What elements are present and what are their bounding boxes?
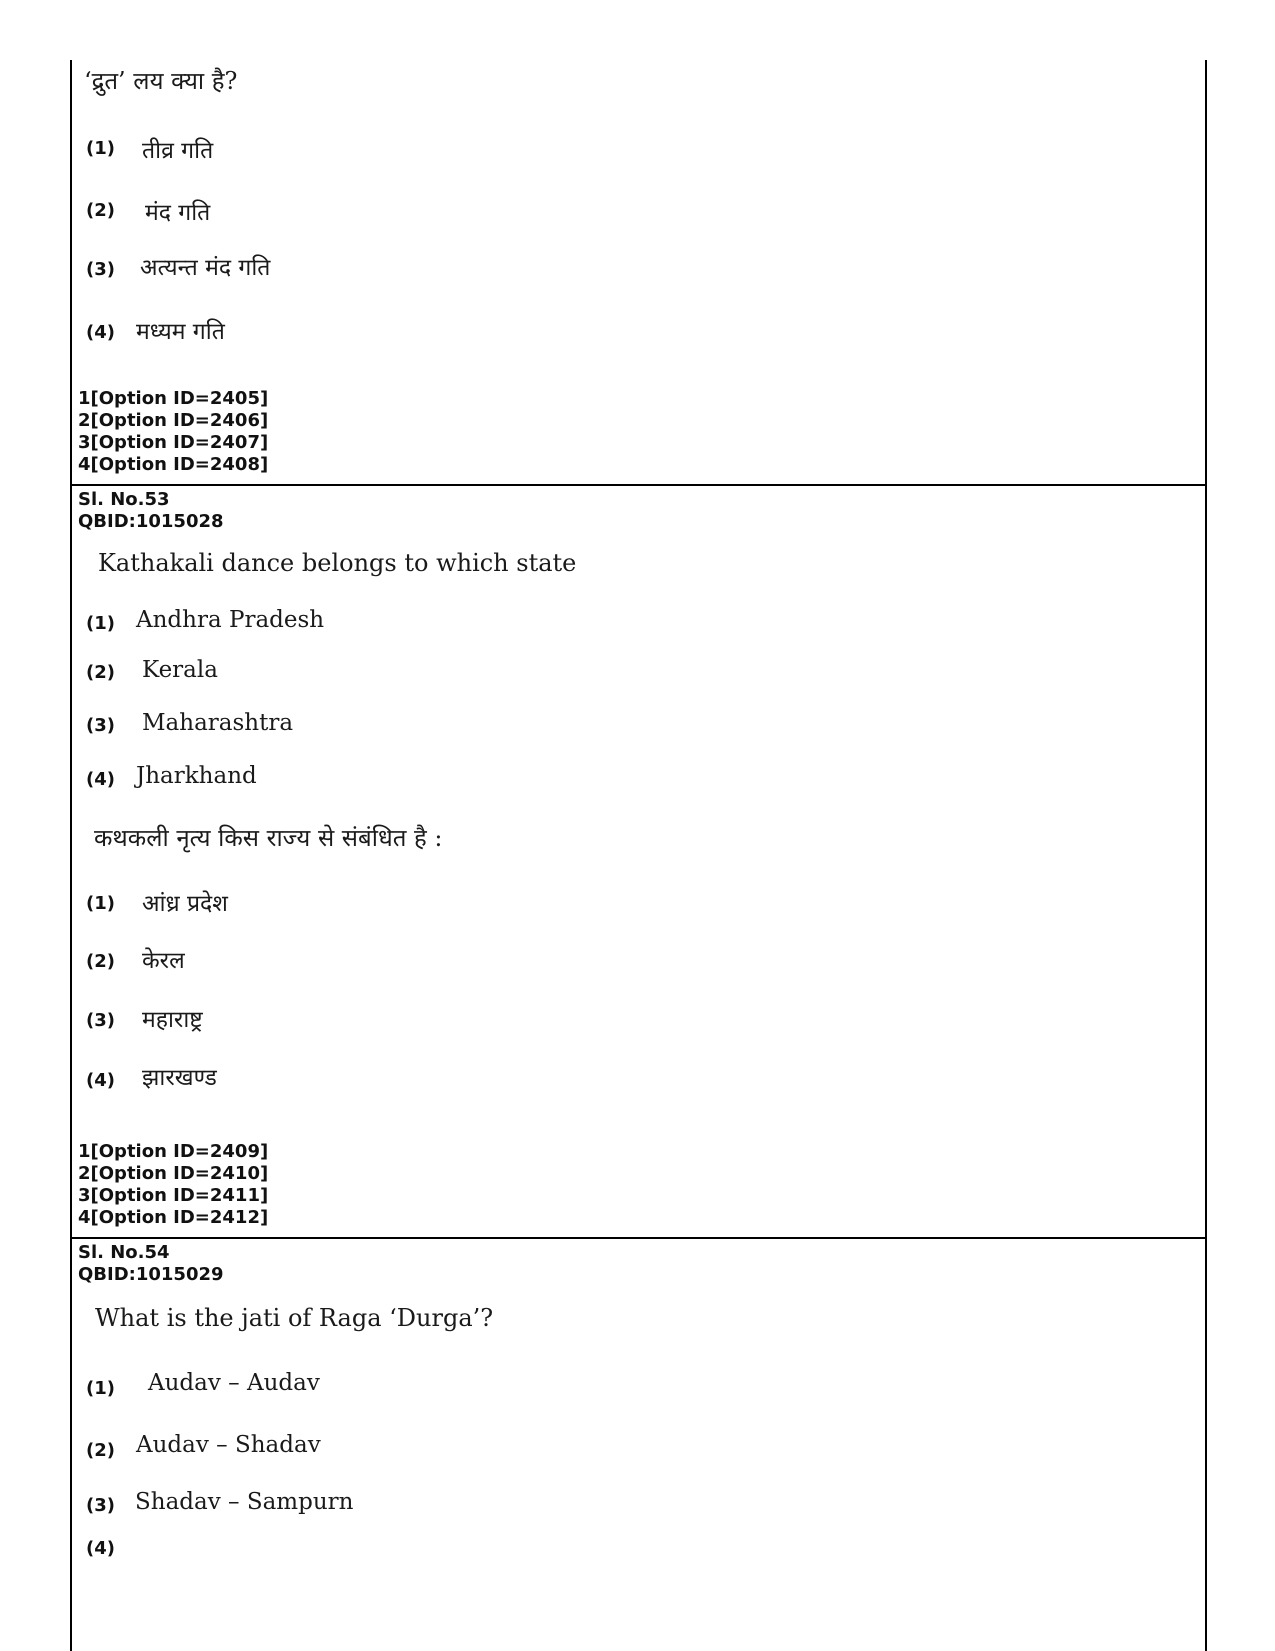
option-text: मध्यम गति bbox=[136, 319, 225, 345]
option-text: अत्यन्त मंद गति bbox=[140, 255, 271, 281]
option-id: 3[Option ID=2411] bbox=[78, 1185, 269, 1206]
option-text: आंध्र प्रदेश bbox=[142, 891, 228, 917]
option-text: Audav – Shadav bbox=[136, 1432, 321, 1458]
option-text: Audav – Audav bbox=[148, 1370, 320, 1396]
option-text: महाराष्ट्र bbox=[142, 1007, 203, 1033]
serial-number: Sl. No.54 bbox=[78, 1242, 170, 1263]
option-number: (2) bbox=[86, 951, 115, 972]
option-id: 1[Option ID=2405] bbox=[78, 388, 269, 409]
option-number: (3) bbox=[86, 259, 115, 280]
question-divider bbox=[70, 1237, 1207, 1239]
option-id: 3[Option ID=2407] bbox=[78, 432, 269, 453]
option-number: (1) bbox=[86, 1378, 115, 1399]
option-text: झारखण्ड bbox=[142, 1065, 217, 1091]
option-number: (3) bbox=[86, 715, 115, 736]
option-text: तीव्र गति bbox=[142, 138, 214, 164]
page-frame-right-border bbox=[1205, 60, 1207, 1651]
question-text-english: Kathakali dance belongs to which state bbox=[98, 549, 577, 577]
question-header bbox=[78, 489, 224, 533]
option-text: Kerala bbox=[142, 657, 218, 683]
option-id-list bbox=[78, 1141, 268, 1229]
option-text: Andhra Pradesh bbox=[136, 607, 325, 633]
option-number: (4) bbox=[86, 322, 115, 343]
option-number: (2) bbox=[86, 1440, 115, 1461]
qbid: QBID:1015029 bbox=[78, 1264, 224, 1285]
option-id-list bbox=[78, 388, 268, 476]
option-id: 2[Option ID=2406] bbox=[78, 410, 269, 431]
option-text: Shadav – Sampurn bbox=[135, 1489, 354, 1515]
option-number: (4) bbox=[86, 1538, 115, 1559]
option-text: Jharkhand bbox=[136, 763, 257, 789]
option-number: (1) bbox=[86, 613, 115, 634]
question-text-english: What is the jati of Raga ‘Durga’? bbox=[95, 1304, 494, 1332]
question-divider bbox=[70, 484, 1207, 486]
option-id: 1[Option ID=2409] bbox=[78, 1141, 269, 1162]
serial-number: Sl. No.53 bbox=[78, 489, 170, 510]
option-number: (4) bbox=[86, 769, 115, 790]
option-number: (4) bbox=[86, 1070, 115, 1091]
page-frame-left-border bbox=[70, 60, 72, 1651]
option-text: Maharashtra bbox=[142, 710, 294, 736]
option-number: (1) bbox=[86, 893, 115, 914]
option-number: (2) bbox=[86, 662, 115, 683]
option-text: केरल bbox=[142, 948, 185, 974]
option-number: (3) bbox=[86, 1010, 115, 1031]
option-id: 4[Option ID=2412] bbox=[78, 1207, 269, 1228]
option-id: 4[Option ID=2408] bbox=[78, 454, 269, 475]
option-number: (3) bbox=[86, 1495, 115, 1516]
qbid: QBID:1015028 bbox=[78, 511, 224, 532]
question-text-hindi: ‘द्रुत’ लय क्या है? bbox=[84, 67, 238, 95]
option-id: 2[Option ID=2410] bbox=[78, 1163, 269, 1184]
option-text: मंद गति bbox=[145, 200, 211, 226]
option-number: (2) bbox=[86, 200, 115, 221]
question-text-hindi: कथकली नृत्य किस राज्य से संबंधित है : bbox=[94, 824, 443, 852]
option-number: (1) bbox=[86, 138, 115, 159]
question-header bbox=[78, 1242, 224, 1286]
